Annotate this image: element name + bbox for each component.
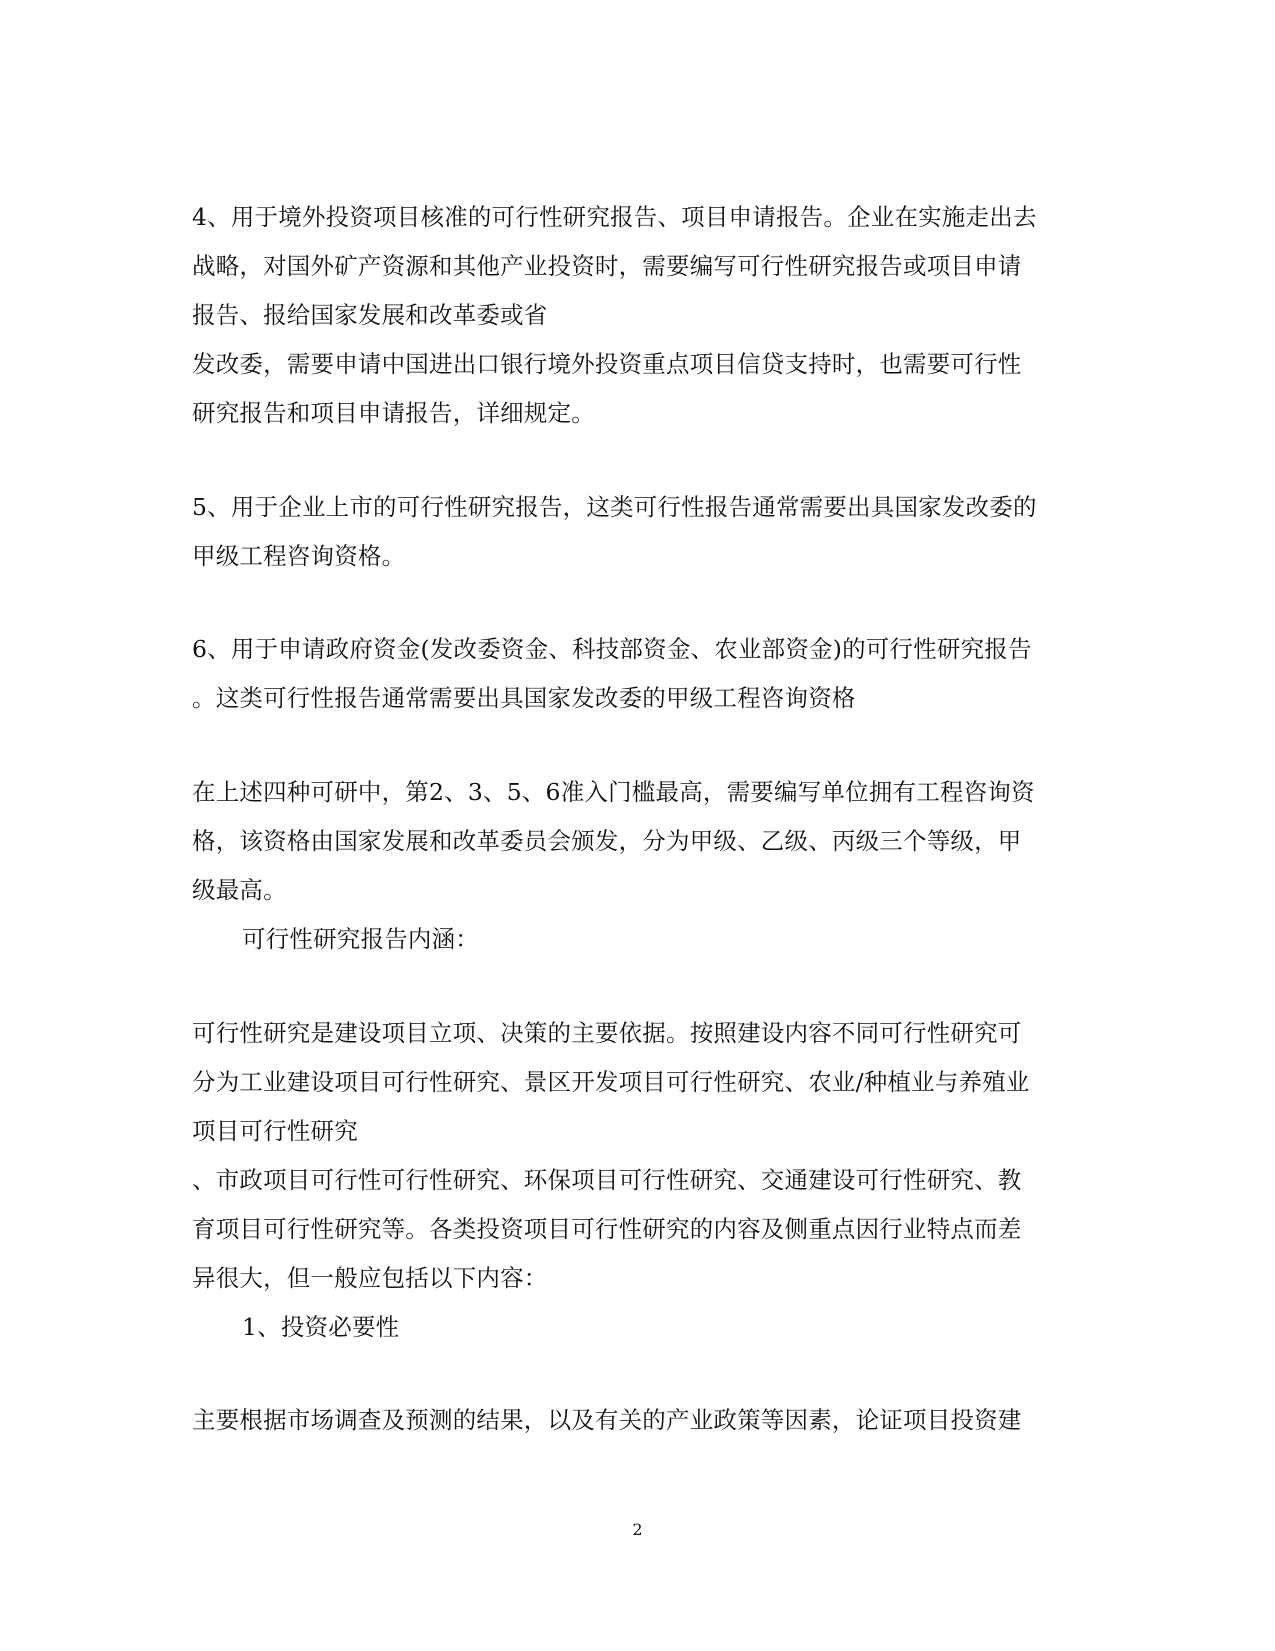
text-line: 研究报告和项目申请报告，详细规定。 [192,399,595,427]
text-line: 异很大，但一般应包括以下内容： [192,1264,548,1292]
text-line: 育项目可行性研究等。各类投资项目可行性研究的内容及侧重点因行业特点而差 [192,1215,1022,1243]
text-line: 主要根据市场调查及预测的结果，以及有关的产业政策等因素，论证项目投资建 [192,1406,1022,1434]
text-line: 级最高。 [192,876,287,904]
text-line: 发改委，需要申请中国进出口银行境外投资重点项目信贷支持时，也需要可行性 [192,350,1022,378]
text-line: 可行性研究是建设项目立项、决策的主要依据。按照建设内容不同可行性研究可 [192,1019,1022,1047]
text-line: 4、用于境外投资项目核准的可行性研究报告、项目申请报告。企业在实施走出去 [192,203,1037,231]
section-heading: 1、投资必要性 [242,1313,400,1341]
text-line: 5、用于企业上市的可行性研究报告，这类可行性报告通常需要出具国家发改委的 [192,493,1037,521]
text-line: 6、用于申请政府资金(发改委资金、科技部资金、农业部资金)的可行性研究报告 [192,635,1032,663]
text-line: 分为工业建设项目可行性研究、景区开发项目可行性研究、农业/种植业与养殖业 [192,1068,1030,1096]
text-line: 报告、报给国家发展和改革委或省 [192,301,548,329]
text-line: 。这类可行性报告通常需要出具国家发改委的甲级工程咨询资格 [192,684,856,712]
text-line: 在上述四种可研中，第2、3、5、6准入门槛最高，需要编写单位拥有工程咨询资 [192,778,1035,806]
text-line: 、市政项目可行性可行性研究、环保项目可行性研究、交通建设可行性研究、教 [192,1166,1022,1194]
text-line: 格，该资格由国家发展和改革委员会颁发，分为甲级、乙级、丙级三个等级，甲 [192,827,1022,855]
text-line: 甲级工程咨询资格。 [192,542,406,570]
text-line: 战略，对国外矿产资源和其他产业投资时，需要编写可行性研究报告或项目申请 [192,252,1022,280]
section-heading: 可行性研究报告内涵： [242,925,479,953]
text-line: 项目可行性研究 [192,1117,358,1145]
page-number: 2 [632,1520,643,1539]
